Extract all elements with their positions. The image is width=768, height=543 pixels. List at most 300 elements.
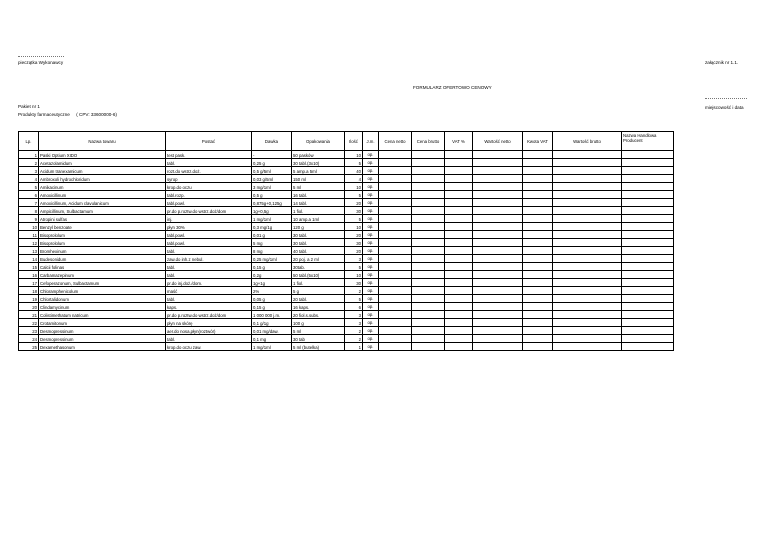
row-gross-value-cell[interactable] (553, 279, 622, 287)
table-row (19, 151, 674, 159)
row-vat-cell[interactable] (445, 335, 473, 343)
row-pack: 30 tabl. (292, 239, 345, 247)
row-qty: 2 (345, 327, 363, 335)
row-vat-cell[interactable] (445, 303, 473, 311)
row-net-value-cell[interactable] (473, 231, 523, 239)
row-dose: 0,1 g/1g (252, 319, 292, 327)
row-net-price-cell[interactable] (379, 167, 412, 175)
row-qty: 10 (345, 223, 363, 231)
row-net-price-cell[interactable] (379, 311, 412, 319)
row-net-price-cell[interactable] (379, 159, 412, 167)
row-vat-cell[interactable] (445, 263, 473, 271)
row-vat-cell[interactable] (445, 239, 473, 247)
row-net-value-cell[interactable] (473, 327, 523, 335)
row-net-value-cell[interactable] (473, 215, 523, 223)
row-vat-amount-cell[interactable] (523, 287, 553, 295)
row-gross-value-cell[interactable] (553, 343, 622, 351)
row-form: tabl.powl. (166, 199, 252, 207)
row-name: Crotamitonum (39, 319, 166, 327)
row-unit: op. (363, 167, 379, 175)
row-gross-value-cell[interactable] (553, 295, 622, 303)
row-net-price-cell[interactable] (379, 295, 412, 303)
row-gross-value-cell[interactable] (553, 175, 622, 183)
row-net-price-cell[interactable] (379, 207, 412, 215)
table-row (19, 231, 674, 239)
row-pack: 50 tabl.(5x10) (292, 271, 345, 279)
row-gross-price-cell[interactable] (412, 215, 445, 223)
row-vat-cell[interactable] (445, 311, 473, 319)
row-lp: 9 (19, 215, 39, 223)
row-qty: 5 (345, 295, 363, 303)
row-net-value-cell[interactable] (473, 255, 523, 263)
row-lp: 11 (19, 231, 39, 239)
table-row (19, 239, 674, 247)
row-gross-value-cell[interactable] (553, 287, 622, 295)
row-net-price-cell[interactable] (379, 151, 412, 159)
row-name: Acidum tranexamicum (39, 167, 166, 175)
row-gross-value-cell[interactable] (553, 159, 622, 167)
row-unit: op. (363, 263, 379, 271)
row-gross-value-cell[interactable] (553, 207, 622, 215)
row-vat-amount-cell[interactable] (523, 239, 553, 247)
row-lp: 12 (19, 239, 39, 247)
row-net-price-cell[interactable] (379, 303, 412, 311)
cpv-code: ( CPV: 33600000-6) (76, 112, 117, 117)
row-trade-name-cell[interactable] (622, 335, 674, 343)
row-lp: 10 (19, 223, 39, 231)
row-gross-value-cell[interactable] (553, 191, 622, 199)
row-net-value-cell[interactable] (473, 311, 523, 319)
row-vat-amount-cell[interactable] (523, 175, 553, 183)
attachment-label: załącznik nr 1.1. (705, 60, 739, 65)
row-trade-name-cell[interactable] (622, 239, 674, 247)
row-pack: 5 ml (292, 183, 345, 191)
row-net-price-cell[interactable] (379, 343, 412, 351)
row-net-price-cell[interactable] (379, 319, 412, 327)
row-net-value-cell[interactable] (473, 167, 523, 175)
row-name: Ambroxoli hydrochloridum (39, 175, 166, 183)
row-dose: 1 mg/1ml (252, 343, 292, 351)
row-gross-value-cell[interactable] (553, 183, 622, 191)
row-net-value-cell[interactable] (473, 295, 523, 303)
row-vat-amount-cell[interactable] (523, 183, 553, 191)
row-name: Amoxicillinum (39, 191, 166, 199)
row-net-value-cell[interactable] (473, 303, 523, 311)
row-name: Amikacinum (39, 183, 166, 191)
row-vat-cell[interactable] (445, 151, 473, 159)
row-name: Chlortalidonum (39, 295, 166, 303)
row-trade-name-cell[interactable] (622, 327, 674, 335)
row-vat-cell[interactable] (445, 167, 473, 175)
row-vat-cell[interactable] (445, 199, 473, 207)
row-vat-amount-cell[interactable] (523, 327, 553, 335)
col-header-net-value: Wartość netto (473, 132, 523, 151)
row-gross-price-cell[interactable] (412, 319, 445, 327)
row-net-price-cell[interactable] (379, 263, 412, 271)
row-name: Bisoprololum (39, 239, 166, 247)
row-gross-value-cell[interactable] (553, 239, 622, 247)
row-dose: 0,25 g (252, 159, 292, 167)
stamp-dotted-line (18, 56, 64, 57)
row-net-price-cell[interactable] (379, 223, 412, 231)
row-trade-name-cell[interactable] (622, 263, 674, 271)
row-name: Calcii folinas (39, 263, 166, 271)
row-vat-cell[interactable] (445, 207, 473, 215)
row-unit: op. (363, 255, 379, 263)
row-lp: 20 (19, 303, 39, 311)
row-trade-name-cell[interactable] (622, 343, 674, 351)
row-unit: op. (363, 191, 379, 199)
row-vat-amount-cell[interactable] (523, 311, 553, 319)
row-trade-name-cell[interactable] (622, 151, 674, 159)
row-dose: 0,25 mg/1ml (252, 255, 292, 263)
row-net-value-cell[interactable] (473, 199, 523, 207)
row-net-price-cell[interactable] (379, 271, 412, 279)
row-vat-amount-cell[interactable] (523, 231, 553, 239)
row-gross-price-cell[interactable] (412, 271, 445, 279)
row-net-price-cell[interactable] (379, 255, 412, 263)
row-net-price-cell[interactable] (379, 287, 412, 295)
row-net-value-cell[interactable] (473, 263, 523, 271)
row-trade-name-cell[interactable] (622, 199, 674, 207)
row-trade-name-cell[interactable] (622, 215, 674, 223)
col-header-gross-value: Wartość brutto (553, 132, 622, 151)
row-dose: 3 mg/1ml (252, 183, 292, 191)
row-gross-price-cell[interactable] (412, 175, 445, 183)
row-gross-value-cell[interactable] (553, 231, 622, 239)
row-vat-amount-cell[interactable] (523, 303, 553, 311)
row-form: krop.do oczu (166, 183, 252, 191)
row-gross-value-cell[interactable] (553, 271, 622, 279)
row-lp: 19 (19, 295, 39, 303)
row-qty: 30 (345, 279, 363, 287)
row-vat-cell[interactable] (445, 279, 473, 287)
row-net-price-cell[interactable] (379, 247, 412, 255)
row-gross-price-cell[interactable] (412, 231, 445, 239)
row-pack: 10 amp.a 1ml (292, 215, 345, 223)
table-row (19, 167, 674, 175)
row-trade-name-cell[interactable] (622, 183, 674, 191)
table-header-row (19, 132, 674, 151)
row-vat-cell[interactable] (445, 255, 473, 263)
row-gross-value-cell[interactable] (553, 319, 622, 327)
row-form: pr.do p.roztw.do wstrz.doż/dom (166, 311, 252, 319)
row-unit: op. (363, 287, 379, 295)
table-row (19, 159, 674, 167)
row-form: tabl.rozp. (166, 191, 252, 199)
row-vat-amount-cell[interactable] (523, 255, 553, 263)
row-pack: 30 tabl.(3x10) (292, 159, 345, 167)
row-unit: op. (363, 199, 379, 207)
row-net-value-cell[interactable] (473, 159, 523, 167)
row-net-price-cell[interactable] (379, 327, 412, 335)
row-gross-price-cell[interactable] (412, 183, 445, 191)
row-dose: 0,05 g (252, 295, 292, 303)
row-trade-name-cell[interactable] (622, 255, 674, 263)
row-vat-cell[interactable] (445, 327, 473, 335)
row-unit: op. (363, 247, 379, 255)
row-vat-cell[interactable] (445, 319, 473, 327)
row-gross-value-cell[interactable] (553, 263, 622, 271)
row-vat-cell[interactable] (445, 191, 473, 199)
row-form: rozt.do wstrz.doż. (166, 167, 252, 175)
row-pack: 120 g (292, 223, 345, 231)
row-form: tabl.powl. (166, 231, 252, 239)
row-gross-price-cell[interactable] (412, 199, 445, 207)
row-trade-name-cell[interactable] (622, 167, 674, 175)
table-row (19, 175, 674, 183)
row-gross-value-cell[interactable] (553, 311, 622, 319)
row-qty: 5 (345, 263, 363, 271)
row-net-price-cell[interactable] (379, 215, 412, 223)
row-form: tabl. (166, 335, 252, 343)
row-gross-price-cell[interactable] (412, 303, 445, 311)
row-vat-amount-cell[interactable] (523, 159, 553, 167)
row-vat-cell[interactable] (445, 223, 473, 231)
row-net-value-cell[interactable] (473, 207, 523, 215)
row-qty: 10 (345, 151, 363, 159)
row-lp: 24 (19, 335, 39, 343)
row-vat-cell[interactable] (445, 231, 473, 239)
row-gross-price-cell[interactable] (412, 191, 445, 199)
row-gross-value-cell[interactable] (553, 335, 622, 343)
row-qty: 2 (345, 335, 363, 343)
row-vat-cell[interactable] (445, 159, 473, 167)
row-gross-price-cell[interactable] (412, 159, 445, 167)
row-gross-value-cell[interactable] (553, 223, 622, 231)
row-net-price-cell[interactable] (379, 279, 412, 287)
row-vat-cell[interactable] (445, 287, 473, 295)
row-net-value-cell[interactable] (473, 279, 523, 287)
row-trade-name-cell[interactable] (622, 311, 674, 319)
row-name: Bisoprololum (39, 231, 166, 239)
row-unit: op. (363, 231, 379, 239)
row-vat-amount-cell[interactable] (523, 151, 553, 159)
row-gross-value-cell[interactable] (553, 199, 622, 207)
row-vat-amount-cell[interactable] (523, 207, 553, 215)
row-net-value-cell[interactable] (473, 191, 523, 199)
row-vat-amount-cell[interactable] (523, 279, 553, 287)
row-gross-price-cell[interactable] (412, 247, 445, 255)
row-lp: 17 (19, 279, 39, 287)
row-vat-amount-cell[interactable] (523, 223, 553, 231)
row-unit: op. (363, 223, 379, 231)
row-net-value-cell[interactable] (473, 287, 523, 295)
row-vat-cell[interactable] (445, 295, 473, 303)
row-gross-price-cell[interactable] (412, 311, 445, 319)
row-gross-price-cell[interactable] (412, 263, 445, 271)
row-gross-value-cell[interactable] (553, 303, 622, 311)
row-pack: 1 fiol. (292, 279, 345, 287)
row-pack: 16 tabl. (292, 191, 345, 199)
row-unit: op. (363, 175, 379, 183)
row-vat-amount-cell[interactable] (523, 319, 553, 327)
row-form: tabl. (166, 295, 252, 303)
table-row (19, 327, 674, 335)
row-trade-name-cell[interactable] (622, 223, 674, 231)
table-row (19, 223, 674, 231)
row-vat-amount-cell[interactable] (523, 271, 553, 279)
row-dose: 0,875g+0,125g (252, 199, 292, 207)
row-dose: 2% (252, 287, 292, 295)
row-gross-price-cell[interactable] (412, 223, 445, 231)
row-gross-price-cell[interactable] (412, 151, 445, 159)
row-gross-value-cell[interactable] (553, 151, 622, 159)
row-dose: 0,1 mg (252, 335, 292, 343)
row-vat-amount-cell[interactable] (523, 335, 553, 343)
row-gross-value-cell[interactable] (553, 327, 622, 335)
col-header-dose: Dawka (252, 132, 292, 151)
row-net-price-cell[interactable] (379, 191, 412, 199)
row-dose: 8 mg (252, 247, 292, 255)
row-qty: 4 (345, 175, 363, 183)
row-vat-amount-cell[interactable] (523, 343, 553, 351)
row-net-value-cell[interactable] (473, 151, 523, 159)
row-gross-price-cell[interactable] (412, 295, 445, 303)
row-net-value-cell[interactable] (473, 223, 523, 231)
row-pack: 30 tabl. (292, 231, 345, 239)
row-net-price-cell[interactable] (379, 239, 412, 247)
row-vat-cell[interactable] (445, 247, 473, 255)
row-net-value-cell[interactable] (473, 343, 523, 351)
row-form: krop.do oczu zaw. (166, 343, 252, 351)
row-vat-cell[interactable] (445, 343, 473, 351)
table-row (19, 191, 674, 199)
row-form: tabl. (166, 271, 252, 279)
row-vat-amount-cell[interactable] (523, 247, 553, 255)
col-header-pack: Opakowania (292, 132, 345, 151)
row-net-value-cell[interactable] (473, 319, 523, 327)
row-qty: 6 (345, 303, 363, 311)
row-trade-name-cell[interactable] (622, 159, 674, 167)
row-net-price-cell[interactable] (379, 175, 412, 183)
row-qty: 3 (345, 311, 363, 319)
row-gross-price-cell[interactable] (412, 279, 445, 287)
row-vat-amount-cell[interactable] (523, 215, 553, 223)
row-net-value-cell[interactable] (473, 239, 523, 247)
offer-table (18, 131, 674, 351)
row-gross-price-cell[interactable] (412, 343, 445, 351)
row-qty: 40 (345, 167, 363, 175)
row-vat-amount-cell[interactable] (523, 263, 553, 271)
row-gross-value-cell[interactable] (553, 215, 622, 223)
row-vat-amount-cell[interactable] (523, 199, 553, 207)
row-lp: 1 (19, 151, 39, 159)
row-gross-value-cell[interactable] (553, 167, 622, 175)
row-unit: op. (363, 335, 379, 343)
table-row (19, 207, 674, 215)
row-net-price-cell[interactable] (379, 335, 412, 343)
table-row (19, 279, 674, 287)
row-vat-cell[interactable] (445, 183, 473, 191)
row-vat-cell[interactable] (445, 215, 473, 223)
col-header-form: Postać (166, 132, 252, 151)
stamp-label: pieczątka Wykonawcy (18, 60, 64, 65)
table-row (19, 215, 674, 223)
row-net-value-cell[interactable] (473, 183, 523, 191)
table-row (19, 343, 674, 351)
row-name: Bromhexinum (39, 247, 166, 255)
row-dose: 0,15 g (252, 263, 292, 271)
row-vat-amount-cell[interactable] (523, 191, 553, 199)
row-unit: op. (363, 311, 379, 319)
row-net-value-cell[interactable] (473, 335, 523, 343)
row-trade-name-cell[interactable] (622, 303, 674, 311)
row-lp: 4 (19, 175, 39, 183)
row-vat-cell[interactable] (445, 175, 473, 183)
row-gross-value-cell[interactable] (553, 255, 622, 263)
col-header-trade-name: Nazwa Handlowa Producent (622, 132, 674, 151)
row-name: Paski Optium XIDO (39, 151, 166, 159)
row-pack: 50 pasków (292, 151, 345, 159)
row-gross-value-cell[interactable] (553, 247, 622, 255)
table-row (19, 295, 674, 303)
row-name: Ampicillinum, Sulbactamum (39, 207, 166, 215)
row-net-value-cell[interactable] (473, 271, 523, 279)
table-row (19, 303, 674, 311)
row-unit: op. (363, 343, 379, 351)
row-name: Desmopressinum (39, 335, 166, 343)
row-lp: 15 (19, 263, 39, 271)
row-gross-price-cell[interactable] (412, 255, 445, 263)
row-qty: 2 (345, 287, 363, 295)
row-trade-name-cell[interactable] (622, 271, 674, 279)
row-trade-name-cell[interactable] (622, 287, 674, 295)
row-trade-name-cell[interactable] (622, 295, 674, 303)
row-gross-price-cell[interactable] (412, 287, 445, 295)
row-net-value-cell[interactable] (473, 247, 523, 255)
row-trade-name-cell[interactable] (622, 231, 674, 239)
table-row (19, 335, 674, 343)
place-date-dotted-line (705, 98, 747, 99)
row-qty: 5 (345, 191, 363, 199)
row-vat-amount-cell[interactable] (523, 295, 553, 303)
row-net-price-cell[interactable] (379, 183, 412, 191)
row-gross-price-cell[interactable] (412, 167, 445, 175)
row-trade-name-cell[interactable] (622, 191, 674, 199)
row-pack: 40 tabl. (292, 247, 345, 255)
row-gross-price-cell[interactable] (412, 207, 445, 215)
row-trade-name-cell[interactable] (622, 319, 674, 327)
table-row (19, 287, 674, 295)
row-trade-name-cell[interactable] (622, 175, 674, 183)
row-gross-price-cell[interactable] (412, 327, 445, 335)
row-trade-name-cell[interactable] (622, 247, 674, 255)
row-dose: 5 mg (252, 239, 292, 247)
row-trade-name-cell[interactable] (622, 279, 674, 287)
row-gross-price-cell[interactable] (412, 335, 445, 343)
row-unit: op. (363, 279, 379, 287)
row-name: Colistimethatum natricum (39, 311, 166, 319)
row-pack: 14 tabl. (292, 199, 345, 207)
row-net-price-cell[interactable] (379, 199, 412, 207)
row-lp: 18 (19, 287, 39, 295)
col-header-lp: Lp. (19, 132, 39, 151)
row-unit: op. (363, 151, 379, 159)
table-body (19, 151, 674, 351)
row-vat-cell[interactable] (445, 271, 473, 279)
row-gross-price-cell[interactable] (412, 239, 445, 247)
row-net-price-cell[interactable] (379, 231, 412, 239)
row-unit: op. (363, 327, 379, 335)
row-trade-name-cell[interactable] (622, 207, 674, 215)
row-dose: 1 000 000 j.m. (252, 311, 292, 319)
row-net-value-cell[interactable] (473, 175, 523, 183)
row-unit: op. (363, 319, 379, 327)
row-qty: 10 (345, 271, 363, 279)
row-vat-amount-cell[interactable] (523, 167, 553, 175)
row-lp: 5 (19, 183, 39, 191)
